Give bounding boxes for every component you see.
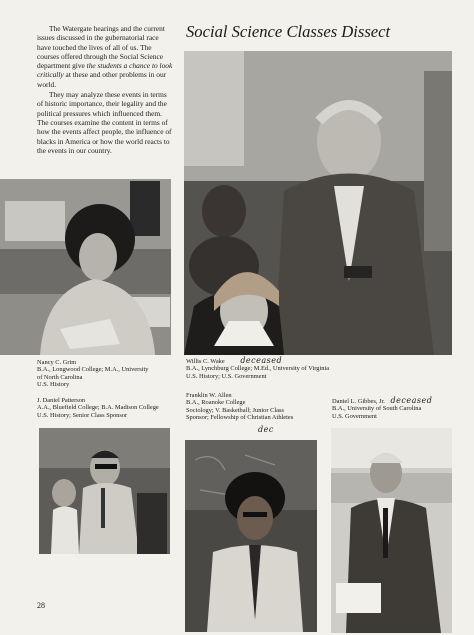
intro-paragraph-2: They may analyze these events in terms of historic importance, their legality and the political pressures which influenced them. The courses examine the content in terms of how the events affect people, the influence of blacks in America or how the world reacts to the events in our country.	[37, 90, 172, 155]
caption-franklin-allen: Franklin W. Allen B.A., Roanoke College Sociology; V. Basketball; Junior Class Sponsor; Fellowship of Christian Athletes	[186, 392, 294, 422]
photo-daniel-patterson	[39, 428, 170, 554]
page-title: Social Science Classes Dissect	[186, 22, 391, 41]
photo-willis-wake	[184, 51, 452, 355]
photo-nancy-grim	[0, 179, 171, 355]
faculty-name: Nancy C. Grim	[37, 359, 77, 366]
deceased-handwritten-mark: deceased	[390, 396, 433, 405]
photo-franklin-allen	[185, 440, 317, 632]
caption-willis-wake: Willis C. Wake deceased B.A., Lynchburg College; M.Ed., University of Virginia U.S. History; U.S. Government	[186, 356, 330, 380]
photo-daniel-gibbes	[331, 428, 452, 633]
caption-nancy-grim: Nancy C. Grim B.A., Longwood College; M.A., University of North Carolina U.S. History	[37, 359, 149, 389]
intro-paragraph-1: The Watergate hearings and the current issues discussed in the gubernatorial race have touched the lives of all of us. The courses offered through the Social Science department give the students a chance to look critically at these and other problems in our world.	[37, 24, 173, 89]
faculty-name: Daniel L. Gibbes, Jr.	[332, 398, 385, 405]
handwritten-mark-allen: dec	[258, 425, 274, 434]
caption-daniel-patterson: J. Daniel Patterson A.A., Bluefield College; B.A. Madison College U.S. History; Senior Class Sponsor	[37, 397, 159, 419]
intro-text	[37, 24, 174, 155]
deceased-handwritten-mark: deceased	[240, 356, 283, 365]
faculty-name: Willis C. Wake	[186, 358, 225, 365]
caption-daniel-gibbes: Daniel L. Gibbes, Jr. deceased B.A., University of South Carolina U.S. Government	[332, 396, 433, 420]
faculty-name: J. Daniel Patterson	[37, 397, 86, 404]
faculty-name: Franklin W. Allen	[186, 392, 232, 399]
page-number: 28	[37, 601, 45, 610]
